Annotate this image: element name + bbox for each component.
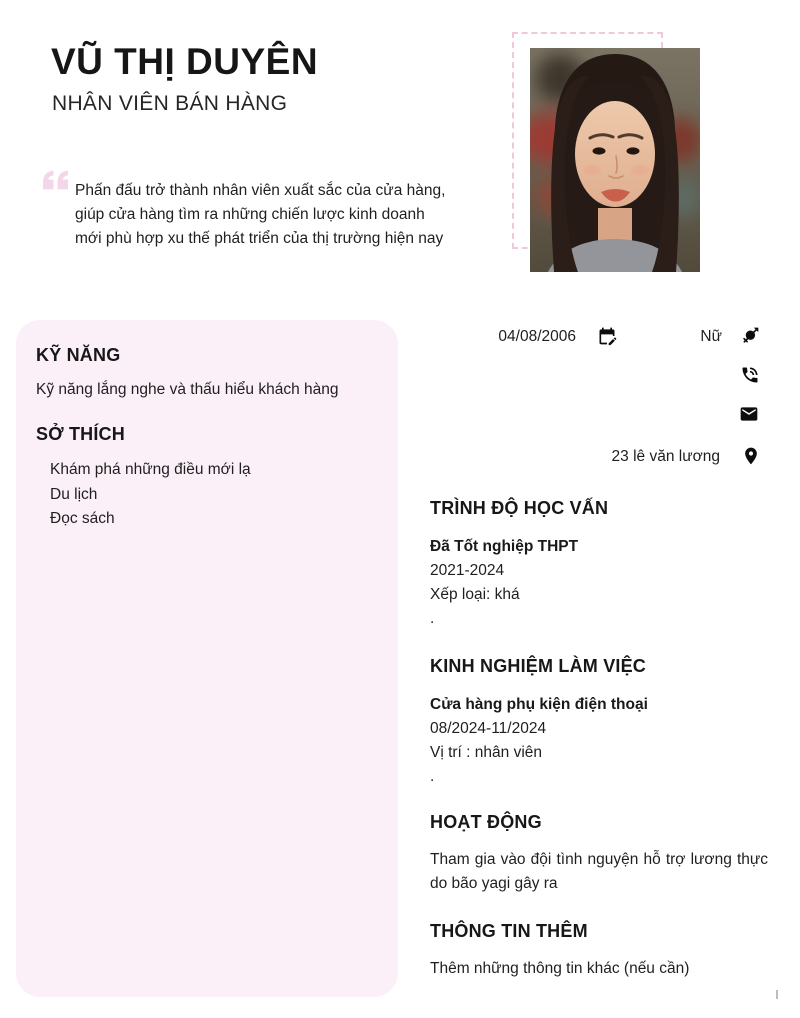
hobby-item: Khám phá những điều mới lạ [50,461,251,478]
activities-text: Tham gia vào đội tình nguyện hỗ trợ lương thực do bão yagi gây ra [430,851,768,892]
experience-note: . [430,768,435,785]
hobby-item: Du lịch [50,485,98,503]
hobbies-heading: SỞ THÍCH [36,424,125,444]
education-years: 2021-2024 [430,562,505,579]
edit-calendar-icon [597,326,617,346]
section-experience [430,655,768,789]
hobby-list [36,458,378,532]
job-title: NHÂN VIÊN BÁN HÀNG [52,92,288,115]
section-additional-info [430,920,768,981]
education-degree: Đã Tốt nghiệp THPT [430,538,579,555]
page-title: VŨ THỊ DUYÊN [51,41,319,82]
experience-company: Cửa hàng phụ kiện điện thoại [430,696,648,713]
location-pin-icon [741,446,761,466]
education-rank: Xếp loại: khá [430,586,520,603]
gender-icon [740,326,760,346]
skill-item: Kỹ năng lắng nghe và thấu hiểu khách hàng [36,381,339,398]
skills-heading: KỸ NĂNG [36,345,121,365]
experience-position: Vị trí : nhân viên [430,744,543,761]
email-icon [739,404,759,424]
section-education [430,497,768,631]
activities-heading: HOẠT ĐỘNG [430,812,542,832]
phone-icon [740,365,760,385]
quote-icon [43,170,69,190]
experience-heading: KINH NGHIỆM LÀM VIỆC [430,656,647,676]
address-value: 23 lê văn lương [611,448,720,465]
scrollbar-artifact [776,990,778,999]
education-note: . [430,610,435,627]
profile-photo [530,48,700,272]
experience-period: 08/2024-11/2024 [430,720,547,737]
sidebar [16,320,398,997]
additional-text: Thêm những thông tin khác (nếu cần) [430,960,690,977]
hobby-item: Đọc sách [50,510,115,527]
education-heading: TRÌNH ĐỘ HỌC VẤN [430,498,609,518]
additional-heading: THÔNG TIN THÊM [430,921,588,941]
gender-value: Nữ [700,328,722,345]
section-activities [430,811,768,896]
dob-value: 04/08/2006 [498,328,576,345]
objective-text: Phấn đấu trở thành nhân viên xuất sắc của cửa hàng, giúp cửa hàng tìm ra những chiến lược kinh doanh mới phù hợp xu thế phát triển của thị trường hiện nay [75,182,446,247]
